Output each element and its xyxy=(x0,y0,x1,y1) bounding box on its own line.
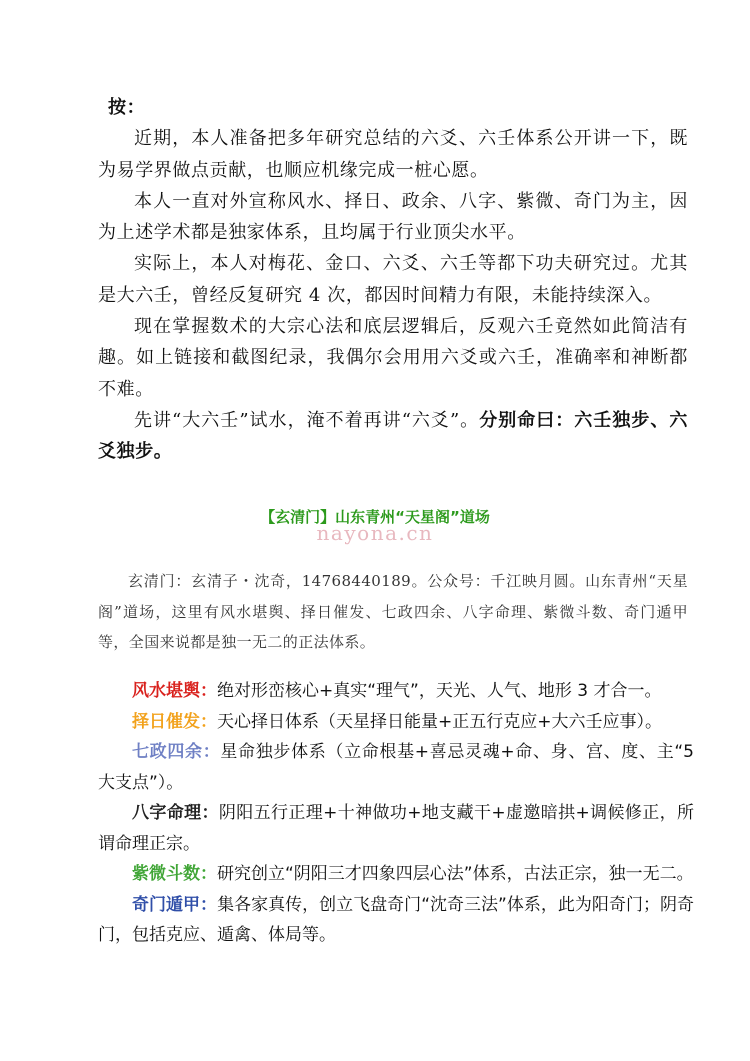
feature-label: 奇门遁甲： xyxy=(132,894,218,915)
feature-text: 集各家真传，创立飞盘奇门“沈奇三法”体系，此为阳奇门；阴奇门，包括克应、遁禽、体局等。 xyxy=(98,894,694,945)
feature-ziwei xyxy=(98,859,694,890)
feature-text: 阴阳五行正理+十神做功+地支藏干+虚邀暗拱+调候修正，所谓命理正宗。 xyxy=(98,803,695,854)
intro-paragraph-3: 实际上，本人对梅花、金口、六爻、六壬等都下功夫研究过。尤其是大六壬，曾经反复研究 4 次，都因时间精力有限，未能持续深入。 xyxy=(98,253,688,306)
feature-fengshui xyxy=(98,676,694,707)
intro-paragraph-5-bold: 分别命曰：六壬独步、六爻独步。 xyxy=(98,409,688,463)
feature-zeri xyxy=(98,707,694,738)
feature-text: 星命独步体系（立命根基+喜忌灵魂+命、身、宫、度、主“5 大支点”）。 xyxy=(98,742,694,793)
intro-paragraph-2: 本人一直对外宣称风水、择日、政余、八字、紫微、奇门为主，因为上述学术都是独家体系，且均属于行业顶尖水平。 xyxy=(98,190,688,244)
feature-label: 紫微斗数： xyxy=(132,864,217,884)
feature-label: 八字命理： xyxy=(132,803,219,823)
feature-qimen xyxy=(98,890,694,951)
features-list xyxy=(98,676,694,951)
feature-label: 择日催发： xyxy=(132,711,217,732)
org-title: 【玄清门】山东青州“天星阁”道场 xyxy=(260,508,490,526)
intro-section xyxy=(98,92,688,468)
org-intro-paragraph: 玄清门：玄清子・沈奇，14768440189。公众号：千江映月圆。山东青州“天星阁”道场，这里有风水堪舆、择日催发、七政四余、八字命理、紫微斗数、奇门遁甲等，全国来说都是独一无二的正法体系。 xyxy=(98,572,688,651)
feature-label: 七政四余： xyxy=(132,742,221,762)
feature-bazi xyxy=(98,798,694,859)
intro-paragraph-5-text: 先讲“大六壬”试水，淹不着再讲“六爻”。 xyxy=(134,409,480,431)
feature-text: 天心择日体系（天星择日能量+正五行克应+大六壬应事）。 xyxy=(217,711,662,732)
feature-text: 绝对形峦核心+真实“理气”，天光、人气、地形 3 才合一。 xyxy=(217,681,662,701)
feature-text: 研究创立“阴阳三才四象四层心法”体系，古法正宗，独一无二。 xyxy=(217,864,694,884)
intro-paragraph-1: 近期，本人准备把多年研究总结的六爻、六壬体系公开讲一下，既为易学界做点贡献，也顺应机缘完成一桩心愿。 xyxy=(98,128,688,181)
feature-label: 风水堪舆： xyxy=(132,681,217,701)
org-intro-section xyxy=(98,566,688,658)
feature-qizheng xyxy=(98,737,694,798)
intro-paragraph-4: 现在掌握数术的大宗心法和底层逻辑后，反观六壬竟然如此简洁有趣。如上链接和截图纪录，我偶尔会用用六爻或六壬，准确率和神断都不难。 xyxy=(98,316,688,400)
intro-paragraph-5 xyxy=(98,405,688,468)
watermark: nayona.cn xyxy=(316,521,434,545)
intro-heading: 按： xyxy=(108,97,146,118)
